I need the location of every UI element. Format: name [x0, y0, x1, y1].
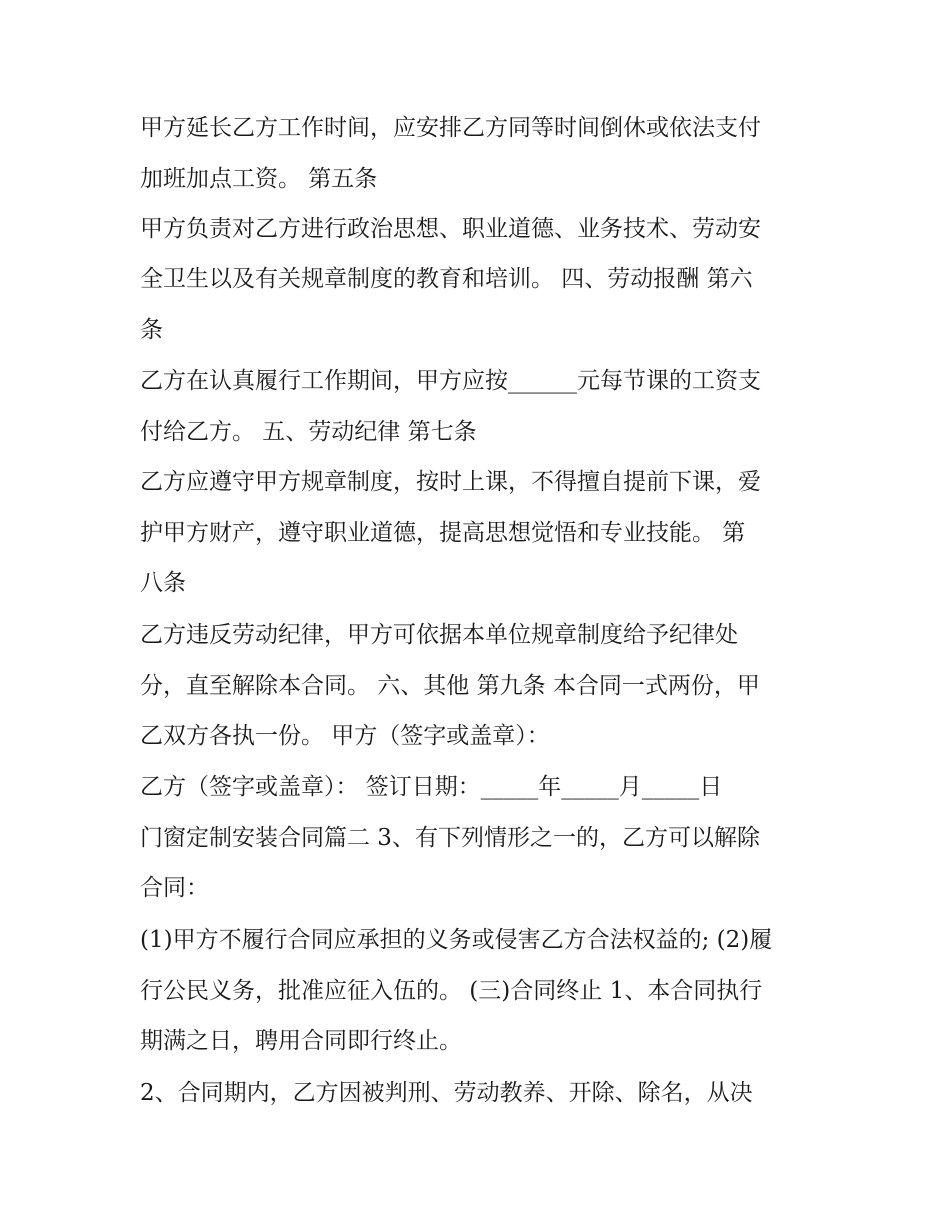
text-line: 乙方（签字或盖章）： 签订日期：_____年_____月_____日 [140, 774, 723, 800]
text-line: 甲方负责对乙方进行政治思想、职业道德、业务技术、劳动安 [140, 216, 761, 242]
text-line: 全卫生以及有关规章制度的教育和培训。 四、劳动报酬 第六 [140, 266, 753, 292]
text-line: 乙方在认真履行工作期间，甲方应按______元每节课的工资支 [140, 368, 761, 394]
text-line: 分，直至解除本合同。 六、其他 第九条 本合同一式两份，甲 [140, 673, 760, 699]
text-line: 门窗定制安装合同篇二 3、有下列情形之一的，乙方可以解除 [140, 825, 760, 851]
text-line: 加班加点工资。 第五条 [140, 166, 378, 192]
text-line: 八条 [140, 570, 186, 596]
text-line: 期满之日，聘用合同即行终止。 [140, 1028, 462, 1054]
text-line: 合同： [140, 875, 209, 901]
text-line: 护甲方财产，遵守职业道德，提高思想觉悟和专业技能。 第 [140, 520, 746, 546]
text-line: 甲方延长乙方工作时间，应安排乙方同等时间倒休或依法支付 [140, 115, 761, 141]
text-line: (1)甲方不履行合同应承担的义务或侵害乙方合法权益的; (2)履 [140, 927, 773, 953]
text-line: 2、合同期内，乙方因被判刑、劳动教养、开除、除名，从决 [140, 1080, 753, 1106]
text-line: 条 [140, 317, 163, 343]
text-line: 乙方应遵守甲方规章制度，按时上课，不得擅自提前下课，爱 [140, 469, 761, 495]
text-line: 行公民义务，批准应征入伍的。 (三)合同终止 1、本合同执行 [140, 978, 763, 1004]
text-line: 乙方违反劳动纪律，甲方可依据本单位规章制度给予纪律处 [140, 622, 738, 648]
text-line: 乙双方各执一份。 甲方（签字或盖章）： [140, 723, 550, 749]
text-line: 付给乙方。 五、劳动纪律 第七条 [140, 419, 477, 445]
